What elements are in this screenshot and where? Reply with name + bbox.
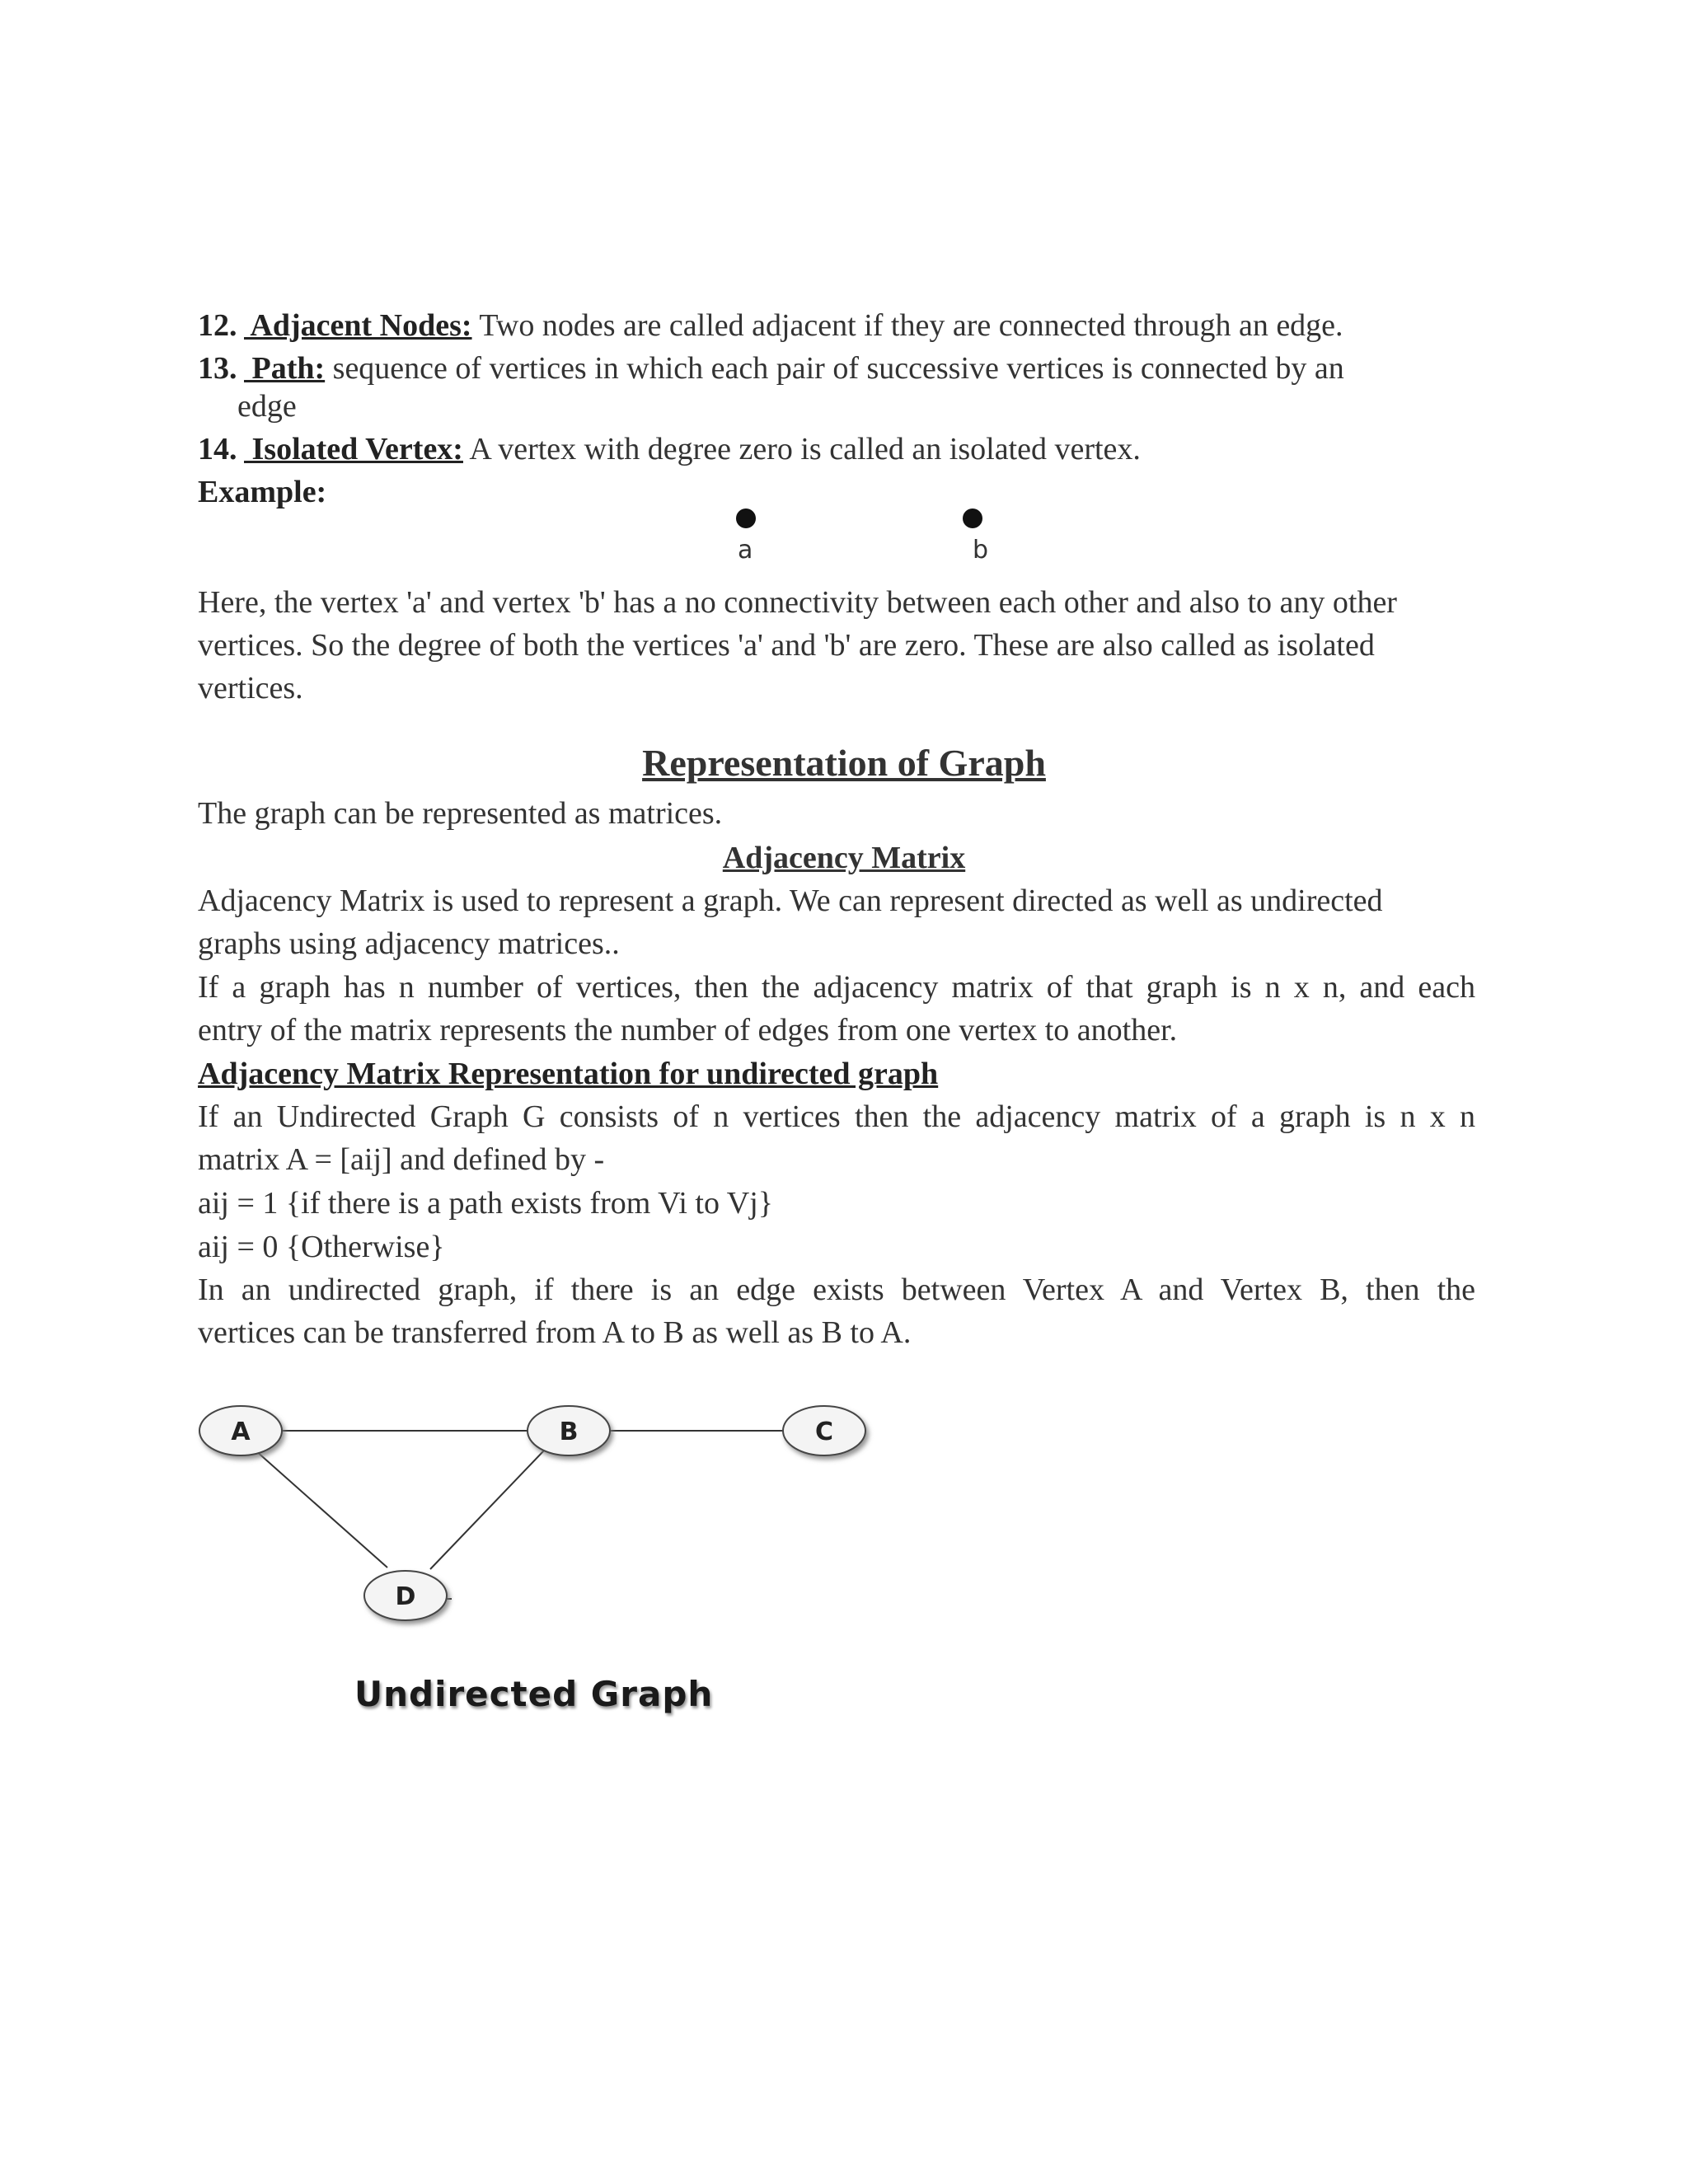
definition-term: Path: [244,351,326,386]
definition-number: 13. [198,351,237,386]
paragraph-line: matrix A = [aij] and defined by - [198,1142,605,1177]
undirected-heading: Adjacency Matrix Representation for undirected graph [198,1057,939,1091]
node-c [783,1406,865,1455]
example-description-line: vertices. [198,671,303,705]
definition-number: 12. [198,308,237,343]
section-title: Representation of Graph [642,742,1046,784]
node-d [364,1571,447,1620]
node-c-label: C [814,1418,834,1446]
paragraph-line: entry of the matrix represents the number of edges from one vertex to another. [198,1013,1178,1047]
paragraph-line-text: If an Undirected Graph G consists of n vertices then the adjacency matrix of a graph is n x n [198,1099,1475,1134]
section-intro: The graph can be represented as matrices. [198,796,723,831]
node-d-label: D [395,1582,416,1611]
paragraph-line: graphs using adjacency matrices.. [198,926,620,961]
paragraph-line: Adjacency Matrix is used to represent a graph. We can represent directed as well as undirected [198,883,1383,918]
definition-text: sequence of vertices in which each pair of successive vertices is connected by an [325,351,1344,386]
node-b-label: B [559,1418,579,1446]
edge-a-d [256,1451,387,1568]
definition-continuation: edge [237,389,297,424]
edge-b-d [430,1451,544,1569]
definition-text: A vertex with degree zero is called an isolated vertex. [462,432,1141,466]
node-b [528,1406,610,1455]
graph-caption: Undirected Graph [354,1674,714,1714]
example-description-line: Here, the vertex 'a' and vertex 'b' has a no connectivity between each other and also to any other [198,585,1397,620]
rule-aij-1: aij = 1 {if there is a path exists from Vi to Vj} [198,1186,774,1221]
definition-text: Two nodes are called adjacent if they are connected through an edge. [471,308,1343,343]
rule-aij-0: aij = 0 {Otherwise} [198,1230,445,1264]
example-label: Example: [198,475,327,509]
vertex-b-label: b [973,536,989,565]
paragraph-line-text: In an undirected graph, if there is an edge exists between Vertex A and Vertex B, then the [198,1272,1475,1307]
adjacency-matrix-heading: Adjacency Matrix [722,841,966,875]
example-description-line: vertices. So the degree of both the vertices 'a' and 'b' are zero. These are also called as isolated [198,628,1375,663]
vertex-a-label: a [738,536,753,565]
paragraph-line: vertices can be transferred from A to B as well as B to A. [198,1315,912,1350]
definition-term: Isolated Vertex: [244,432,463,466]
node-a-label: A [231,1418,251,1446]
paragraph-line-text: If a graph has n number of vertices, then the adjacency matrix of that graph is n x n, and each [198,970,1475,1005]
definition-number: 14. [198,432,237,466]
node-a [199,1406,282,1455]
definition-term: Adjacent Nodes: [244,308,472,343]
